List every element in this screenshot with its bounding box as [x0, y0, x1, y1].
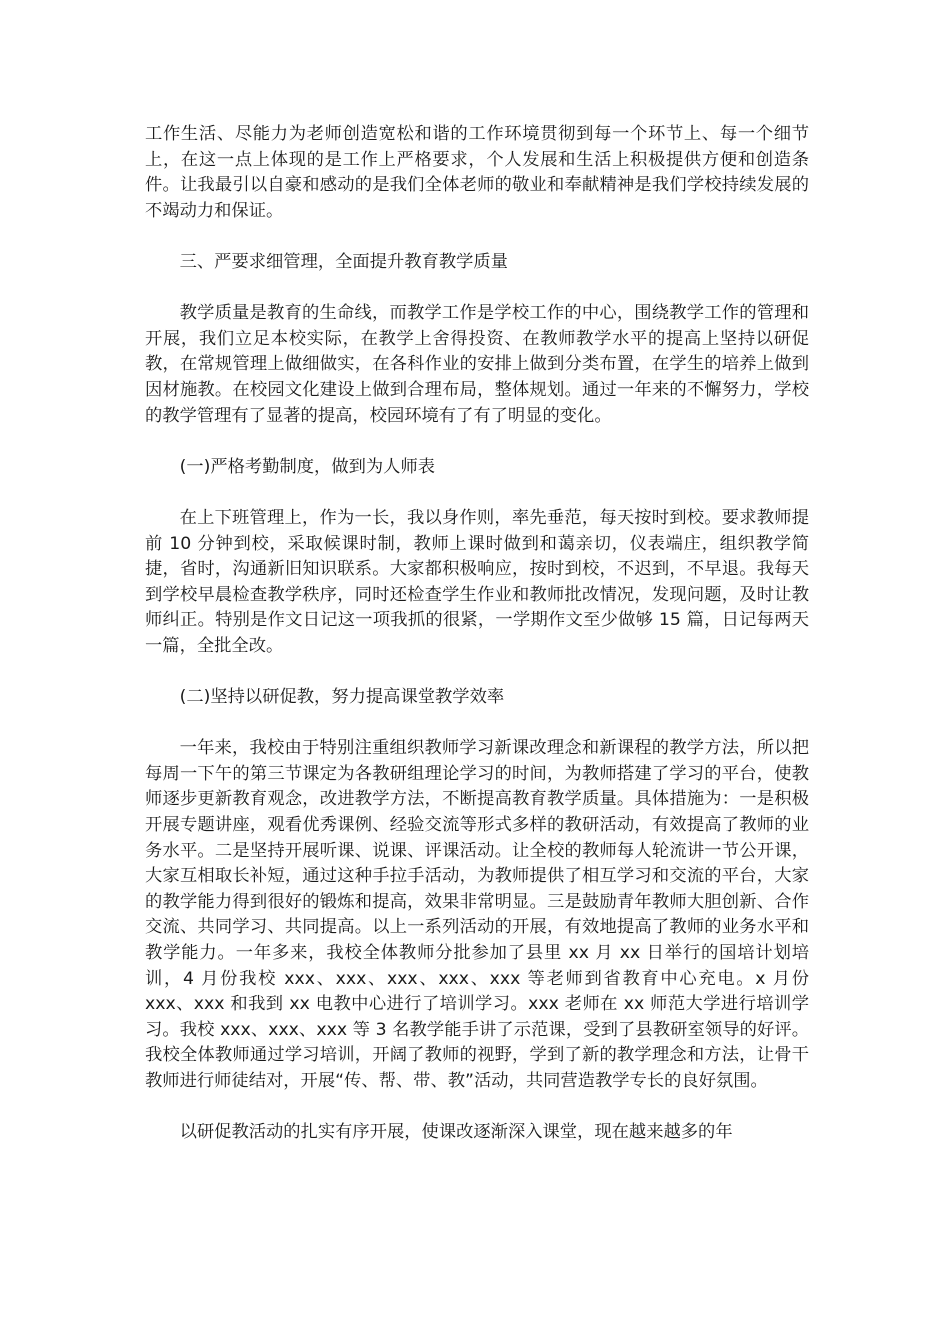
paragraph-continuation: 工作生活、尽能力为老师创造宽松和谐的工作环境贯彻到每一个环节上、每一个细节上，在这一点上体现的是工作上严格要求，个人发展和生活上积极提供方便和创造条件。让我最引以自豪和感动的是我们全体老师的敬业和奉献精神是我们学校持续发展的不竭动力和保证。	[145, 124, 809, 221]
paragraph-attendance: 在上下班管理上，作为一长，我以身作则，率先垂范，每天按时到校。要求教师提前 10 分钟到校，采取候课时制，教师上课时做到和蔼亲切，仪表端庄，组织教学简捷，省时，沟通新旧知识联系。大家都积极响应，按时到校，不迟到，不早退。我每天到学校早晨检查教学秩序，同时还检查学生作业和教师批改情况，发现问题，及时让教师纠正。特别是作文日记这一项我抓的很紧，一学期作文至少做够 15 篇，日记每两天一篇，全批全改。	[145, 507, 809, 656]
paragraph-research-teaching: 一年来，我校由于特别注重组织教师学习新课改理念和新课程的教学方法，所以把每周一下午的第三节课定为各教研组理论学习的时间，为教师搭建了学习的平台，使教师逐步更新教育观念，改进教学方法，不断提高教育教学质量。具体措施为：一是积极开展专题讲座，观看优秀课例、经验交流等形式多样的教研活动，有效提高了教师的业务水平。二是坚持开展听课、说课、评课活动。让全校的教师每人轮流讲一节公开课，大家互相取长补短，通过这种手拉手活动，为教师提供了相互学习和交流的平台，大家的教学能力得到很好的锻炼和提高，效果非常明显。三是鼓励青年教师大胆创新、合作交流、共同学习、共同提高。以上一系列活动的开展，有效地提高了教师的业务水平和教学能力。一年多来，我校全体教师分批参加了县里 xx 月 xx 日举行的国培计划培训，4 月份我校 xxx、xxx、xxx、xxx、xxx 等老师到省教育中心充电。x 月份 xxx、xxx 和我到 xx 电教中心进行了培训学习。xxx 老师在 xx 师范大学进行培训学习。我校 xxx、xxx、xxx 等 3 名教学能手讲了示范课，受到了县教研室领导的好评。我校全体教师通过学习培训，开阔了教师的视野，学到了新的教学理念和方法，让骨干教师进行师徒结对，开展“传、帮、带、教”活动，共同营造教学专长的良好氛围。	[145, 738, 809, 1091]
document-page	[145, 122, 809, 1146]
paragraph-teaching-quality: 教学质量是教育的生命线，而教学工作是学校工作的中心，围绕教学工作的管理和开展，我们立足本校实际，在教学上舍得投资、在教师教学水平的提高上坚持以研促教，在常规管理上做细做实，在各科作业的安排上做到分类布置，在学生的培养上做到因材施教。在校园文化建设上做到合理布局，整体规划。通过一年来的不懈努力，学校的教学管理有了显著的提高，校园环境有了有了明显的变化。	[145, 303, 809, 426]
section-heading-3: 三、严要求细管理，全面提升教育教学质量	[179, 251, 508, 272]
paragraph-truncated: 以研促教活动的扎实有序开展，使课改逐渐深入课堂，现在越来越多的年	[179, 1122, 733, 1143]
subsection-heading-1: (一)严格考勤制度，做到为人师表	[179, 456, 436, 477]
subsection-heading-2: (二)坚持以研促教，努力提高课堂教学效率	[179, 687, 505, 708]
